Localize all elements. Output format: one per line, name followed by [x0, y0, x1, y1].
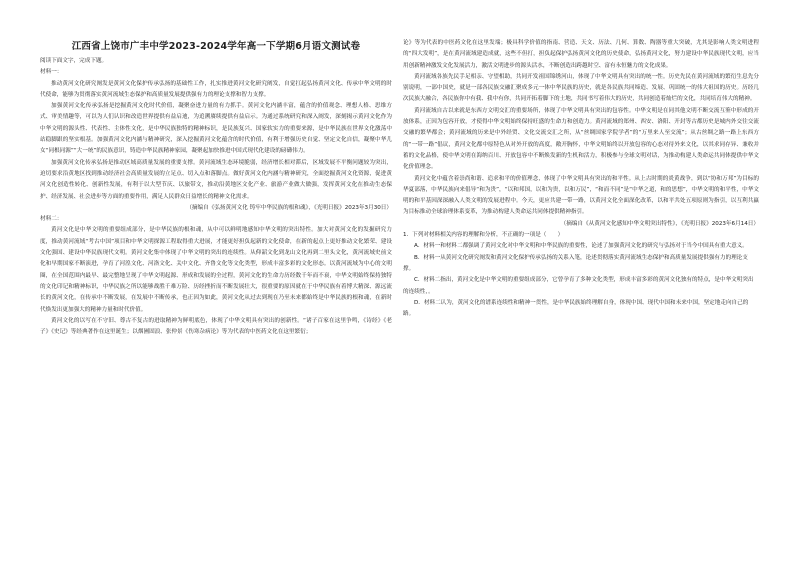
m1-paragraph-3: 加强黄河文化传承弘扬是推动区域高质量发展的重要支撑。黄河流域生态环境脆弱，经济增长相对滞后，区域发展不平衡问题较为突出，迫切要求沿黄地区找到推动经济社会高质量发展的立足点、切入点和落脚点。做好黄河文化内涵与精神研究，全面挖掘黄河文化资源，促进黄河文化创造性转化、创新性发展，有利于以大型节庆、以旅带文，推动沿黄地区文化产业、旅游产业做大做强，发挥黄河文化在推动生态保护、经济发展、社会进步等方面的重要作用，满足人民群众日益增长的精神文化需求。 [40, 159, 392, 200]
r-paragraph-2: 黄河流域各族先民手足相亲、守望相助，共同开发祖国锦绣河山，体现了中华文明具有突出的统一性。历史先民在黄河流域的繁衍生息先分别说明，一部中国史，就是一部各民族交融汇聚成多元一体中华民族的历史，就是各民族共同缔造、发展、巩固统一的伟大祖国的历史。历经几次民族大融合，各民族你中有我、我中有你，共同开拓着脚下的土地，共同书写着伟大的历史，共同创造着灿烂的文化，共同培育伟大的精神。 [403, 73, 759, 103]
question-1-option-a: A．材料一和材料二都强调了黄河文化对中华文明和中华民族的重要性，论述了加强黄河文化的研究与弘扬对于当今中国具有重大意义。 [414, 243, 748, 250]
m1-paragraph-2: 加强黄河文化传承弘扬是挖掘黄河文化时代价值，凝聚奋进力量的有力抓手。黄河文化内涵丰富，蕴含的价值观念、理想人格、思维方式、审美情趣等，可以为人们认识和改造世界提供有益启迪，为追溯赓续提供有益启示。为通过系统研究和深入阐发，深刻揭示黄河文化作为中华文明的源头性、代表性、主体性文化，是中华民族独特的精神标识，是民族复兴、国家软实力的重要来源，是中华民族在世界文化激荡中站稳脚跟的坚实根基。加强黄河文化内涵与精神研究，深入挖掘黄河文化蕴含的时代价值，有利于增强历史自觉、坚定文化自信，凝聚中华儿女“同根同源”“大一统”的民族意识，铸造中华民族精神家园，凝聚起加快推进中国式现代化建设的磅礴伟力。 [40, 103, 392, 155]
question-1-option-b: B．材料一从黄河文化研究阐发和黄河文化保护传承弘扬的关系入笔，论述贯彻落实黄河流域生态保护和高质量发展提供强有力的理论支撑。 [403, 254, 748, 272]
m1-source: （摘编自《弘扬黄河文化 铸牢中华民族的根和魂》，《光明日报》2023年3月30日） [186, 204, 392, 211]
question-1-option-c: C．材料二指出，黄河文化是中华文明的重要组成部分，它曾孕育了多种文化类型，形成丰富多彩的黄河文化独有的特点，是中华文明突出的连续性，。 [403, 277, 754, 295]
m2-source: （摘编自《从黄河文化感知中华文明突出特性》，《光明日报》2023年6月14日） [560, 220, 759, 227]
instruction: 阅读下面文字，完成下题。 [40, 58, 108, 64]
m2-paragraph-1: 黄河文化是中华文明的重要组成部分，是中华民族的根和魂，从中可以鲜明地感知中华文明的突出特性。加大对黄河文化的发掘研究力度，推动黄河流域“考古中国”项目和中华文明探源工程取得重大进展，才能更好担负起新的文化使命，在新的起点上更好推动文化繁荣、建设文化强国、建设中华民族现代文明。黄河文化集中体现了中华文明的突出的连续性。从仰韶文化到龙山文化再到二里头文化，黄河流域史前文化和早期国家不断演进，孕育了河湟文化、河洛文化、关中文化、齐鲁文化等文化类型，形成丰富多彩的文化形态。以黄河流域为中心的文明圈，在全国范围内最早、最完整地呈现了中华文明起源、形成和发展的全过程，黄河文化的生命力历经数千年而不衰，中华文明始终保持独特的文化印记和精神标识，中华民族之所以能够战胜千难万险、历经挫折而不断发展壮大，很重要的原因就在于中华民族有着博大精深、源远流长的黄河文化，在传承中不断发展，在发展中不断传承，也正因为如此，黄河文化从过去到现在乃至未来都始终是中华民族的根和魂，在新时代焕发出更加强大的精神力量和时代价值。 [40, 227, 392, 313]
r-paragraph-1: 论》等为代表的中医药文化在这里发端；极具科学价值的指南、营造、天文、历法、几何、算数、陶器等重大突破，尤其是影响人类文明进程的“四大发明”，是在黄河流域建造成就，这些不但打，担负起保护弘扬黄河文化的历史使命，弘扬黄河文化，努力建设中华民族现代文明，应当用创新精神激发文化发展活力，激活文明进步的源头活水，不断创造出跨越时空、富有永恒魅力的文化成果。 [403, 40, 759, 69]
r-paragraph-3: 黄河流域自古以来就是东西方文明交汇的重要场所，体现了中华文明具有突出的包容性。中华文明是在同其他文明不断交流互鉴中形成的开放体系，正因为包容开放，才使得中华文明始终保持旺盛的生命力和创造力。黄河流域的郑州、西安、洛阳、开封等古都历史是城内外交往交流交融的繁华都会；黄河流域的历来是中外经贸、文化交流交汇之所，从“丝绸国家学院学者”的“万里来人至交流”；从古丝绸之路一路上东西方的“一带一路”倡议，黄河文化都中原特色从对外开放的高度，敞开胸怀，中华文明始终以开放包容的心态对待外来文化，以其求同存异、兼收并蓄的文化品格，使中华文明在海纳百川、开放包容中不断焕发新的生机和活力，积极参与全球文明对话，为推动构建人类命运共同体提供中华文化价值理念。 [403, 107, 759, 171]
question-1-stem: 1．下列对材料相关内容的理解和分析，不正确的一项是（ ） [403, 232, 564, 239]
m1-paragraph-1: 推动黄河文化研究阐发是黄河文化保护传承弘扬的基础性工作，扎实推进黄河文化研究阐发，自觉扛起弘扬黄河文化、传承中华文明的时代使命，能够为贯彻落实黄河流域生态保护和高质量发展提供强有力的理论支撑和智力支撑。 [40, 80, 392, 98]
material1-label: 材料一： [40, 69, 63, 76]
material2-label: 材料二： [40, 216, 63, 223]
right-column [403, 38, 759, 320]
m2-paragraph-2: 黄河文化的以写在不守旧、尊古不复古的进取精神为鲜明底色，体现了中华文明具有突出的创新性。“诸子百家在这里争鸣，《诗经》《老子》《史记》等经典著作在这里诞生；以烟圃固浪、张仲景《伤寒杂病论》等为代表的中医药文化在这里繁衍； [40, 317, 392, 336]
question-1-option-d: D．材料二认为，黄河文化的谱系连续性和精神一贯性，是中华民族始终理解自身，体现中国、现代中国和未来中国，坚定地走向自己的路。 [403, 299, 749, 318]
page-title: 江西省上饶市广丰中学2023-2024学年高一下学期6月语文测试卷 [71, 41, 361, 52]
left-column [40, 56, 392, 338]
r-paragraph-4: 黄河文化中蕴含着崇尚和谐、追求和平的价值理念，体现了中华文明具有突出的和平性。从上古时期的炎黄战争，到以“协和万邦”为目标的华夏部落，中华民族向来倡导“和为贵”，“以和邦国，以和为贵，以和万民”，“和而不同”是“中华之道，和的思想”，中华文明的和平性，中华文明的和平基因深深融入人类文明的发展进程中。今天，更应共建一带一路，以黄河文化全面深化改革，以和平共处五项原则为指引，以互利共赢为目标推动全球治理体系变革，为推动构建人类命运共同体提供精神指引。 [403, 175, 759, 216]
